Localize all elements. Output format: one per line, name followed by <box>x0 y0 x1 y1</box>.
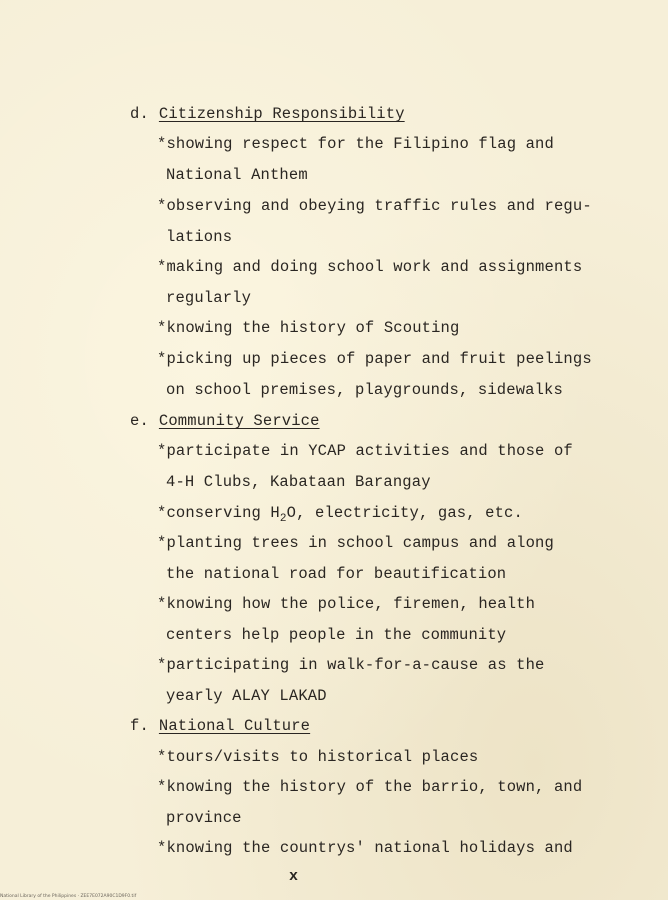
subscript: 2 <box>279 513 287 525</box>
list-item-water <box>157 503 523 525</box>
list-item: lations <box>166 228 233 246</box>
list-item: centers help people in the community <box>166 626 507 644</box>
section-heading-community <box>130 411 320 431</box>
section-letter: f. <box>130 717 149 735</box>
section-title: Citizenship Responsibility <box>158 105 405 123</box>
list-item: 4-H Clubs, Kabataan Barangay <box>166 473 431 491</box>
section-heading-culture <box>130 716 310 736</box>
list-item: *making and doing school work and assignments <box>157 258 583 276</box>
list-item: *showing respect for the Filipino flag and <box>157 135 554 153</box>
list-item: *planting trees in school campus and along <box>157 534 554 552</box>
list-item: National Anthem <box>166 166 308 184</box>
list-item: yearly ALAY LAKAD <box>166 687 327 705</box>
list-item: *observing and obeying traffic rules and regu- <box>157 197 592 215</box>
list-item: on school premises, playgrounds, sidewalks <box>166 381 563 399</box>
list-item-text: *conserving H <box>157 504 280 522</box>
section-letter: e. <box>130 412 149 430</box>
scan-footer: National Library of the Philippines · ZEE7E072A90C1D9F0.tif <box>0 894 137 899</box>
section-heading-citizenship <box>130 104 405 124</box>
list-item: *knowing the history of Scouting <box>157 319 460 337</box>
list-item: the national road for beautification <box>166 565 507 583</box>
list-item: *participating in walk-for-a-cause as the <box>157 656 545 674</box>
section-title: National Culture <box>158 717 311 735</box>
list-item-text-rest: O, electricity, gas, etc. <box>286 504 523 522</box>
section-letter: d. <box>130 105 149 123</box>
list-item: *tours/visits to historical places <box>157 748 479 766</box>
section-title: Community Service <box>158 412 320 430</box>
list-item: *knowing the history of the barrio, town, and <box>157 778 583 796</box>
list-item: province <box>166 809 242 827</box>
list-item: *participate in YCAP activities and those of <box>157 442 573 460</box>
list-item: *knowing how the police, firemen, health <box>157 595 536 613</box>
list-item: regularly <box>166 289 252 307</box>
list-item: *picking up pieces of paper and fruit peelings <box>157 350 592 368</box>
page-number: x <box>289 868 299 885</box>
list-item: *knowing the countrys' national holidays and <box>157 839 573 857</box>
